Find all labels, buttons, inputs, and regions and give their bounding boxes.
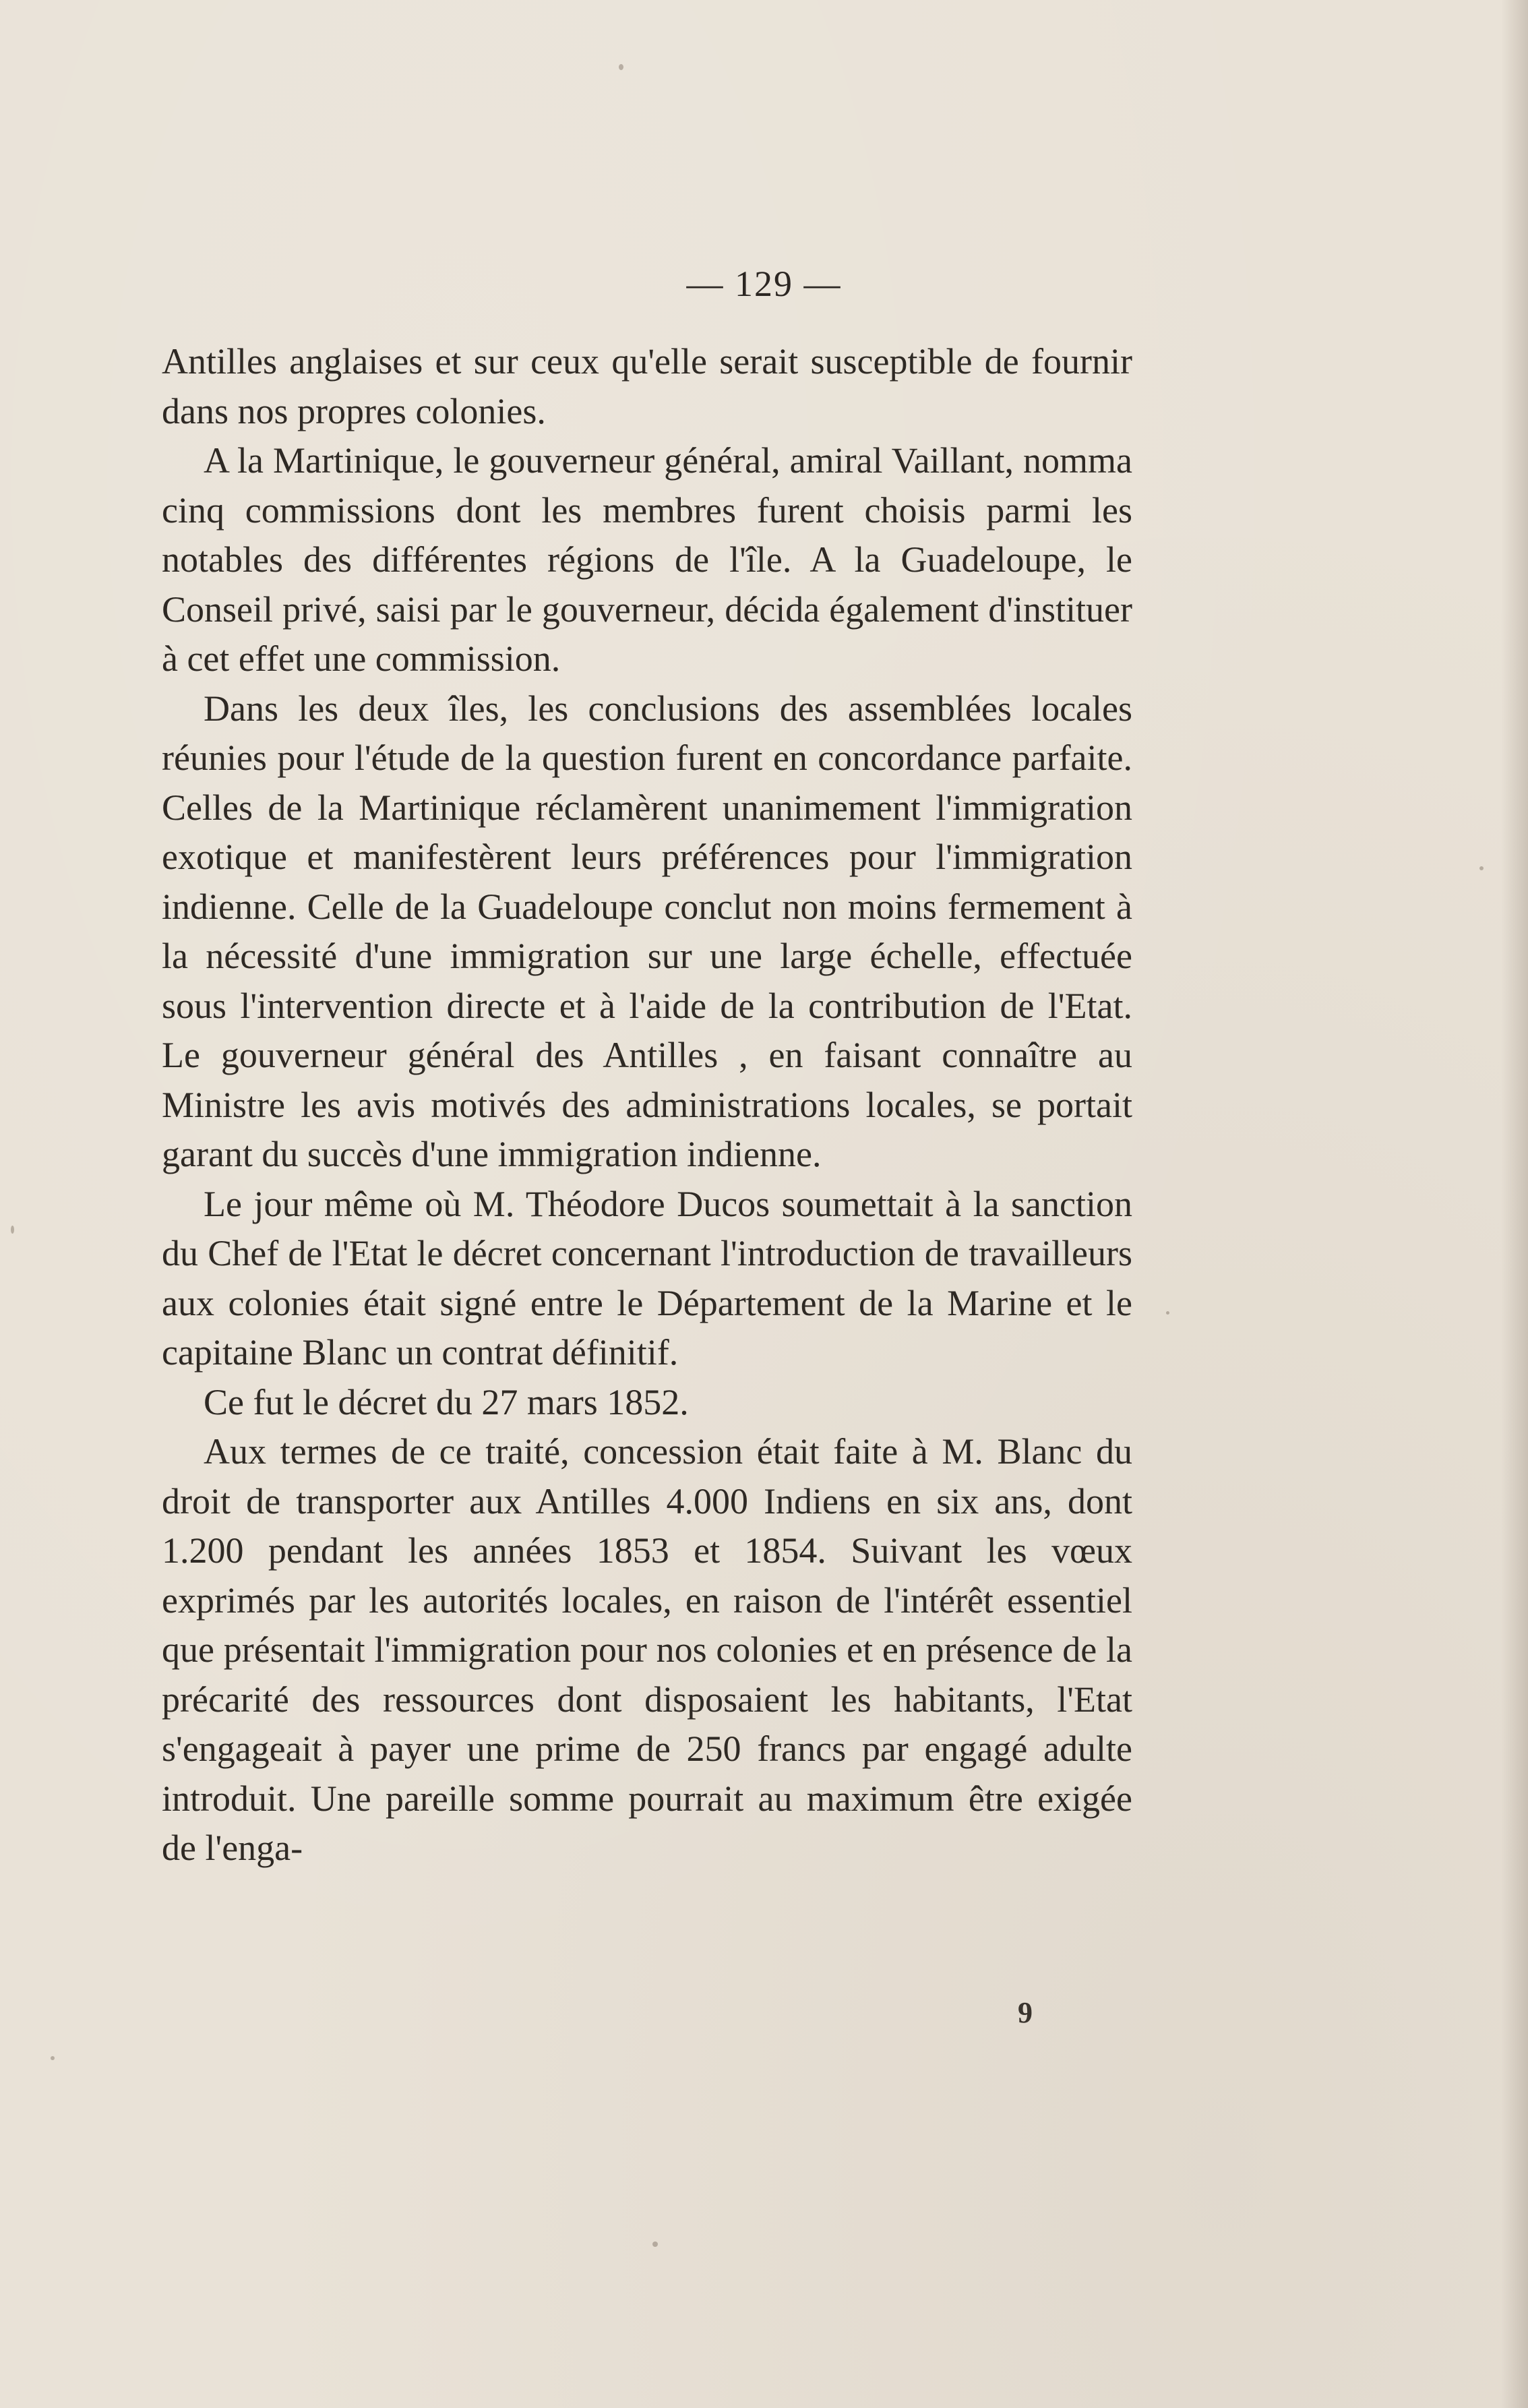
page-number: — 129 — <box>686 264 842 304</box>
body-text <box>162 337 1132 1873</box>
paragraph-2: A la Martinique, le gouverneur général, amiral Vaillant, nomma cinq commissions dont les membres furent choisis parmi les notables des différentes régions de l'île. A la Guadeloupe, le Conseil privé, saisi par le gouverneur, décida également d'instituer à cet effet une commission. <box>162 440 1132 679</box>
paper-speck <box>619 64 623 70</box>
paper-speck <box>11 1226 14 1234</box>
paragraph-1: Antilles anglaises et sur ceux qu'elle serait susceptible de fournir dans nos propres colonies. <box>162 341 1132 431</box>
paragraph-6: Aux termes de ce traité, concession était faite à M. Blanc du droit de transporter aux Antilles 4.000 Indiens en six ans, dont 1.200 pendant les années 1853 et 1854. Suivant les vœux exprimés par les autorités locales, en raison de l'intérêt essentiel que présentait l'immigration pour nos colonies et en présence de la précarité des ressources dont disposaient les habitants, l'Etat s'engageait à payer une prime de 250 francs par engagé adulte introduit. Une pareille somme pourrait au maximum être exigée de l'enga- <box>162 1431 1132 1868</box>
paragraph-3: Dans les deux îles, les conclusions des assemblées locales réunies pour l'étude de la question furent en concordance parfaite. Celles de la Martinique réclamèrent unanimement l'immigration exotique et manifestèrent leurs préférences pour l'immigration indienne. Celle de la Guadeloupe conclut non moins fermement à la nécessité d'une immigration sur une large échelle, effectuée sous l'intervention directe et à l'aide de la contribution de l'Etat. Le gouverneur général des Antilles , en faisant connaître au Ministre les avis motivés des administrations locales, se portait garant du succès d'une immigration indienne. <box>162 688 1132 1174</box>
paper-speck <box>51 2056 55 2060</box>
paper-speck <box>1479 866 1484 870</box>
paragraph-5: Ce fut le décret du 27 mars 1852. <box>204 1381 689 1422</box>
paper-speck <box>1166 1311 1169 1315</box>
page-edge-shadow <box>1501 0 1528 2408</box>
paragraph-4: Le jour même où M. Théodore Ducos soumettait à la sanction du Chef de l'Etat le décret concernant l'introduction de travailleurs aux colonies était signé entre le Département de la Marine et le capitaine Blanc un contrat définitif. <box>162 1183 1132 1373</box>
signature-mark: 9 <box>1018 1996 1033 2029</box>
paper-speck <box>652 2241 658 2247</box>
